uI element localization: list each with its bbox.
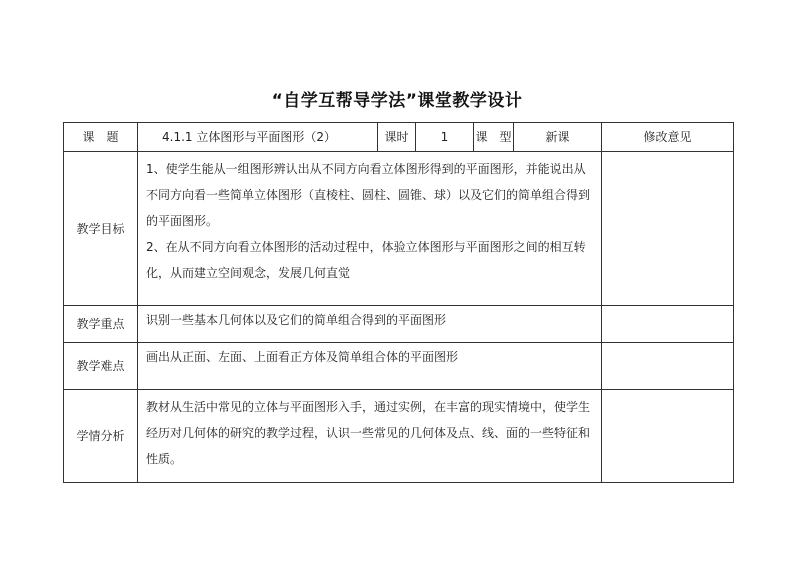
header-row: [64, 123, 734, 152]
type-value: 新课: [514, 123, 602, 152]
hours-value: 1: [416, 123, 474, 152]
goals-revision-cell: [602, 152, 734, 306]
difficulties-revision-cell: [602, 343, 734, 390]
hours-label: 课时: [378, 123, 416, 152]
lesson-plan-table: [63, 122, 734, 483]
goal-paragraph-1: 1、使学生能从一组图形辨认出从不同方向看立体图形得到的平面图形，并能说出从不同方向看一些简单立体图形（直棱柱、圆柱、圆锥、球）以及它们的简单组合得到的平面图形。: [146, 162, 591, 228]
goals-content: [138, 152, 602, 306]
difficulties-row: [64, 343, 734, 390]
goal-paragraph-2: 2、在从不同方向看立体图形的活动过程中，体验立体图形与平面图形之间的相互转化，从而建立空间观念，发展几何直觉: [146, 240, 586, 280]
topic-value: 4.1.1 立体图形与平面图形（2）: [138, 123, 378, 152]
topic-label: 课 题: [64, 123, 138, 152]
type-label: 课 型: [474, 123, 514, 152]
key-points-label: 教学重点: [64, 306, 138, 343]
key-points-row: [64, 306, 734, 343]
student-analysis-row: [64, 390, 734, 483]
student-analysis-label: 学情分析: [64, 390, 138, 483]
difficulties-label: 教学难点: [64, 343, 138, 390]
student-analysis-revision-cell: [602, 390, 734, 483]
student-analysis-content: 教材从生活中常见的立体与平面图形入手，通过实例，在丰富的现实情境中，使学生经历对几何体的研究的教学过程，认识一些常见的几何体及点、线、面的一些特征和性质。: [138, 390, 602, 483]
revision-label: 修改意见: [602, 123, 734, 152]
goals-row: [64, 152, 734, 306]
key-points-content: 识别一些基本几何体以及它们的简单组合得到的平面图形: [138, 306, 602, 343]
goals-label: 教学目标: [64, 152, 138, 306]
page-title: “自学互帮导学法”课堂教学设计: [271, 91, 523, 111]
difficulties-content: 画出从正面、左面、上面看正方体及简单组合体的平面图形: [138, 343, 602, 390]
key-points-revision-cell: [602, 306, 734, 343]
